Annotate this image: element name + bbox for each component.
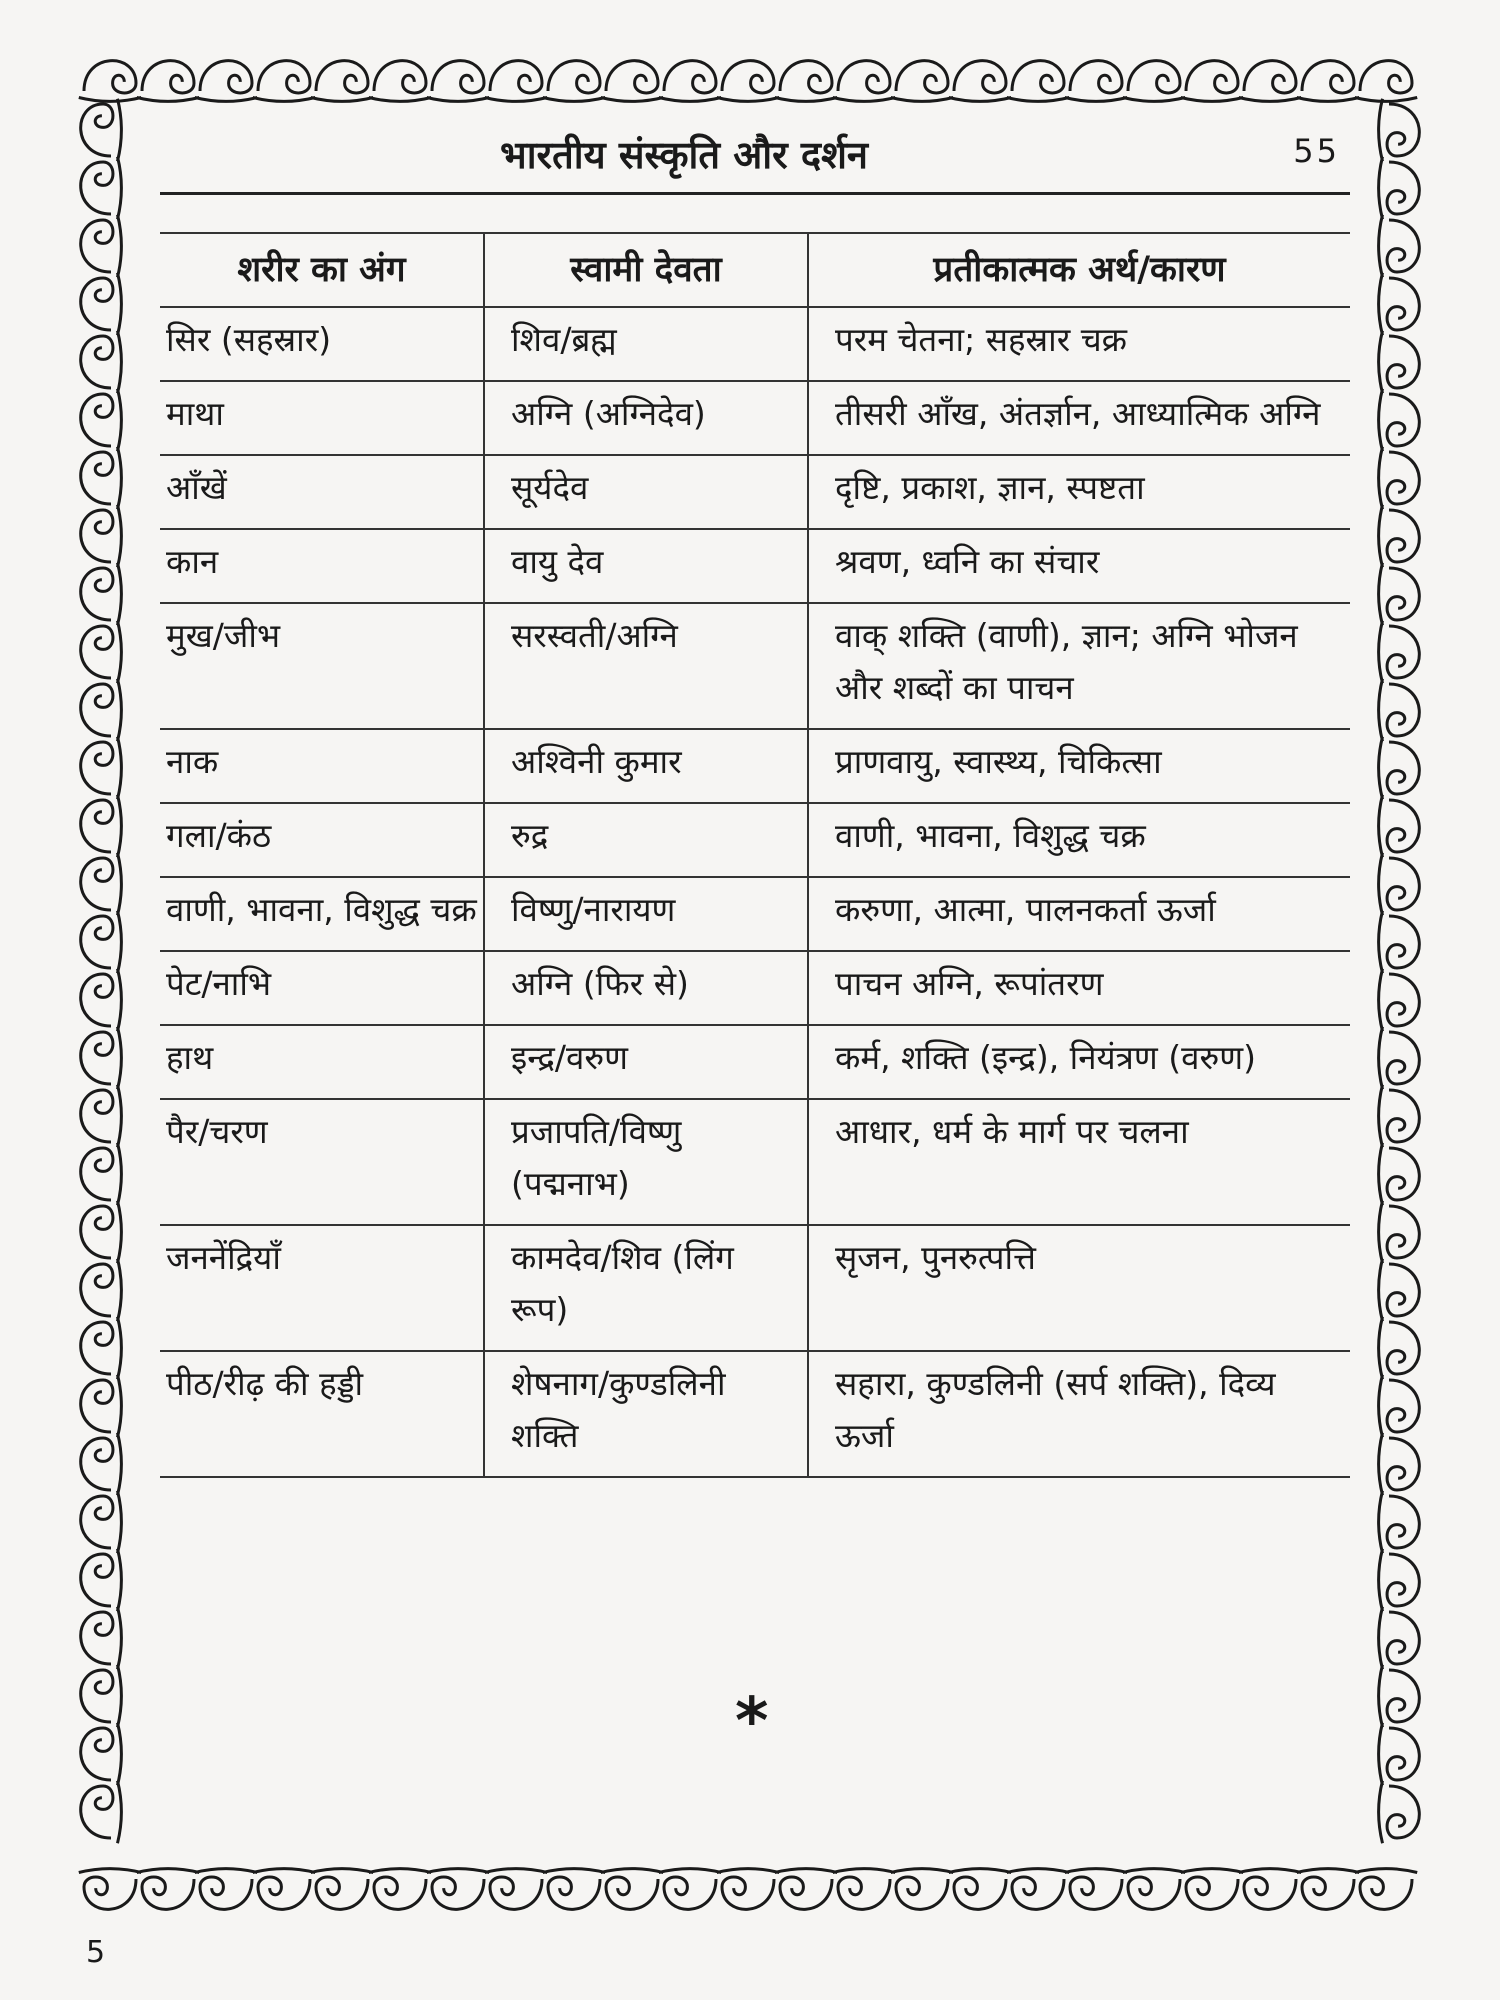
table-row — [160, 1099, 1350, 1225]
table-cell-deity: वायु देव — [484, 529, 808, 603]
table-cell-deity: अश्विनी कुमार — [484, 729, 808, 803]
table-cell-meaning: श्रवण, ध्वनि का संचार — [808, 529, 1350, 603]
folio-number: 5 — [86, 1935, 106, 1970]
table-cell-body-part: आँखें — [160, 455, 484, 529]
table-cell-deity: प्रजापति/विष्णु (पद्मनाभ) — [484, 1099, 808, 1225]
section-end-asterisk: * — [735, 1685, 769, 1759]
table-cell-body-part: कान — [160, 529, 484, 603]
table-cell-body-part: मुख/जीभ — [160, 603, 484, 729]
table-row — [160, 529, 1350, 603]
table-cell-meaning: सृजन, पुनरुत्पत्ति — [808, 1225, 1350, 1351]
table-cell-deity: कामदेव/शिव (लिंग रूप) — [484, 1225, 808, 1351]
table-cell-deity: इन्द्र/वरुण — [484, 1025, 808, 1099]
table-row — [160, 951, 1350, 1025]
table-cell-body-part: वाणी, भावना, विशुद्ध चक्र — [160, 877, 484, 951]
body-deity-table — [160, 232, 1350, 1478]
table-cell-body-part: पीठ/रीढ़ की हड्डी — [160, 1351, 484, 1477]
table-cell-deity: विष्णु/नारायण — [484, 877, 808, 951]
table-cell-meaning: करुणा, आत्मा, पालनकर्ता ऊर्जा — [808, 877, 1350, 951]
table-cell-deity: सूर्यदेव — [484, 455, 808, 529]
table-row — [160, 803, 1350, 877]
table-row — [160, 877, 1350, 951]
table-cell-body-part: पैर/चरण — [160, 1099, 484, 1225]
table-cell-body-part: माथा — [160, 381, 484, 455]
table-cell-meaning: तीसरी आँख, अंतर्ज्ञान, आध्यात्मिक अग्नि — [808, 381, 1350, 455]
page-number: 55 — [1293, 132, 1340, 170]
header-rule — [160, 192, 1350, 195]
table-cell-body-part: हाथ — [160, 1025, 484, 1099]
table-cell-meaning: पाचन अग्नि, रूपांतरण — [808, 951, 1350, 1025]
table-cell-meaning: वाणी, भावना, विशुद्ध चक्र — [808, 803, 1350, 877]
table-row — [160, 1225, 1350, 1351]
table-cell-meaning: कर्म, शक्ति (इन्द्र), नियंत्रण (वरुण) — [808, 1025, 1350, 1099]
table-cell-meaning: परम चेतना; सहस्रार चक्र — [808, 307, 1350, 381]
table-cell-meaning: सहारा, कुण्डलिनी (सर्प शक्ति), दिव्य ऊर्जा — [808, 1351, 1350, 1477]
column-header-deity: स्वामी देवता — [484, 233, 808, 307]
table-row — [160, 603, 1350, 729]
table-cell-meaning: वाक् शक्ति (वाणी), ज्ञान; अग्नि भोजन और शब्दों का पाचन — [808, 603, 1350, 729]
table-cell-deity: शिव/ब्रह्म — [484, 307, 808, 381]
table-row — [160, 1351, 1350, 1477]
column-header-meaning: प्रतीकात्मक अर्थ/कारण — [808, 233, 1350, 307]
table-cell-body-part: सिर (सहस्रार) — [160, 307, 484, 381]
table-cell-meaning: दृष्टि, प्रकाश, ज्ञान, स्पष्टता — [808, 455, 1350, 529]
table-row — [160, 1025, 1350, 1099]
table-cell-body-part: नाक — [160, 729, 484, 803]
table-cell-body-part: जननेंद्रियाँ — [160, 1225, 484, 1351]
table-header-row — [160, 233, 1350, 307]
table-cell-body-part: गला/कंठ — [160, 803, 484, 877]
table-row — [160, 455, 1350, 529]
table-cell-deity: अग्नि (फिर से) — [484, 951, 808, 1025]
table-row — [160, 381, 1350, 455]
table-cell-meaning: आधार, धर्म के मार्ग पर चलना — [808, 1099, 1350, 1225]
column-header-body-part: शरीर का अंग — [160, 233, 484, 307]
table-cell-deity: सरस्वती/अग्नि — [484, 603, 808, 729]
table-cell-meaning: प्राणवायु, स्वास्थ्य, चिकित्सा — [808, 729, 1350, 803]
table-row — [160, 307, 1350, 381]
page-title: भारतीय संस्कृति और दर्शन — [500, 133, 869, 177]
table-cell-body-part: पेट/नाभि — [160, 951, 484, 1025]
table-row — [160, 729, 1350, 803]
table-cell-deity: रुद्र — [484, 803, 808, 877]
table-cell-deity: अग्नि (अग्निदेव) — [484, 381, 808, 455]
table-cell-deity: शेषनाग/कुण्डलिनी शक्ति — [484, 1351, 808, 1477]
